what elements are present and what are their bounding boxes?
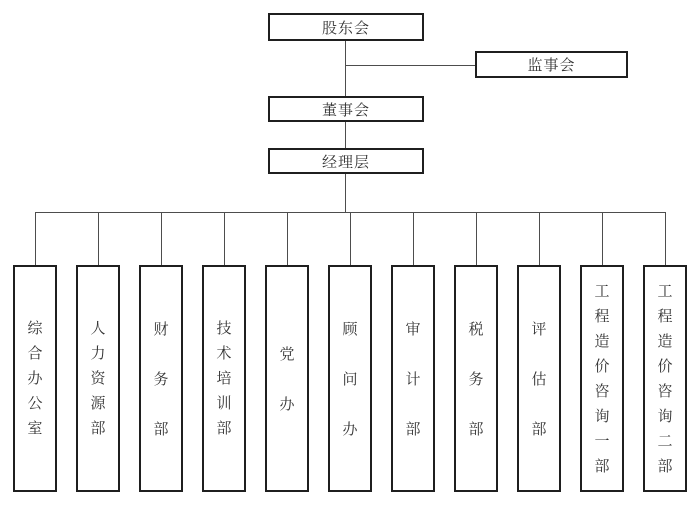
connector-department-drop xyxy=(224,213,225,265)
connector-department-drop xyxy=(602,213,603,265)
connector-department-drop xyxy=(161,213,162,265)
department-label: 党 办 xyxy=(279,344,295,413)
node-supervisory xyxy=(475,51,628,78)
department-box xyxy=(454,265,498,492)
connector-department-drop xyxy=(35,213,36,265)
department-box xyxy=(13,265,57,492)
node-management xyxy=(268,148,424,174)
node-board-label: 董事会 xyxy=(321,100,370,119)
node-shareholders-label: 股东会 xyxy=(321,18,370,37)
node-board xyxy=(268,96,424,122)
connector-supervisory-branch xyxy=(345,65,475,66)
department-box xyxy=(517,265,561,492)
node-supervisory-label: 监事会 xyxy=(527,56,576,74)
connector-department-drop xyxy=(413,213,414,265)
department-label: 人 力 资 源 部 xyxy=(90,319,106,437)
department-label: 财 务 部 xyxy=(153,319,169,438)
node-shareholders xyxy=(268,13,424,41)
connector-department-drop xyxy=(350,213,351,265)
connector-shareholders-board xyxy=(345,41,346,96)
department-label: 评 估 部 xyxy=(531,319,547,438)
connector-management-trunk xyxy=(345,174,346,213)
node-management-label: 经理层 xyxy=(321,152,370,171)
department-box xyxy=(643,265,687,492)
department-box xyxy=(328,265,372,492)
department-box xyxy=(202,265,246,492)
connector-board-management xyxy=(345,122,346,148)
connector-department-drop xyxy=(476,213,477,265)
department-label: 顾 问 办 xyxy=(342,319,358,438)
department-box xyxy=(391,265,435,492)
department-label: 审 计 部 xyxy=(405,319,421,438)
department-label: 工 程 造 价 咨 询 一 部 xyxy=(594,281,610,475)
connector-department-drop xyxy=(287,213,288,265)
department-box xyxy=(265,265,309,492)
department-box xyxy=(580,265,624,492)
department-box xyxy=(76,265,120,492)
department-label: 技 术 培 训 部 xyxy=(216,319,232,437)
department-label: 综 合 办 公 室 xyxy=(27,319,43,437)
department-label: 税 务 部 xyxy=(468,319,484,438)
connector-department-drop xyxy=(539,213,540,265)
connector-department-drop xyxy=(665,213,666,265)
department-label: 工 程 造 价 咨 询 二 部 xyxy=(657,281,673,475)
department-box xyxy=(139,265,183,492)
connector-department-drop xyxy=(98,213,99,265)
